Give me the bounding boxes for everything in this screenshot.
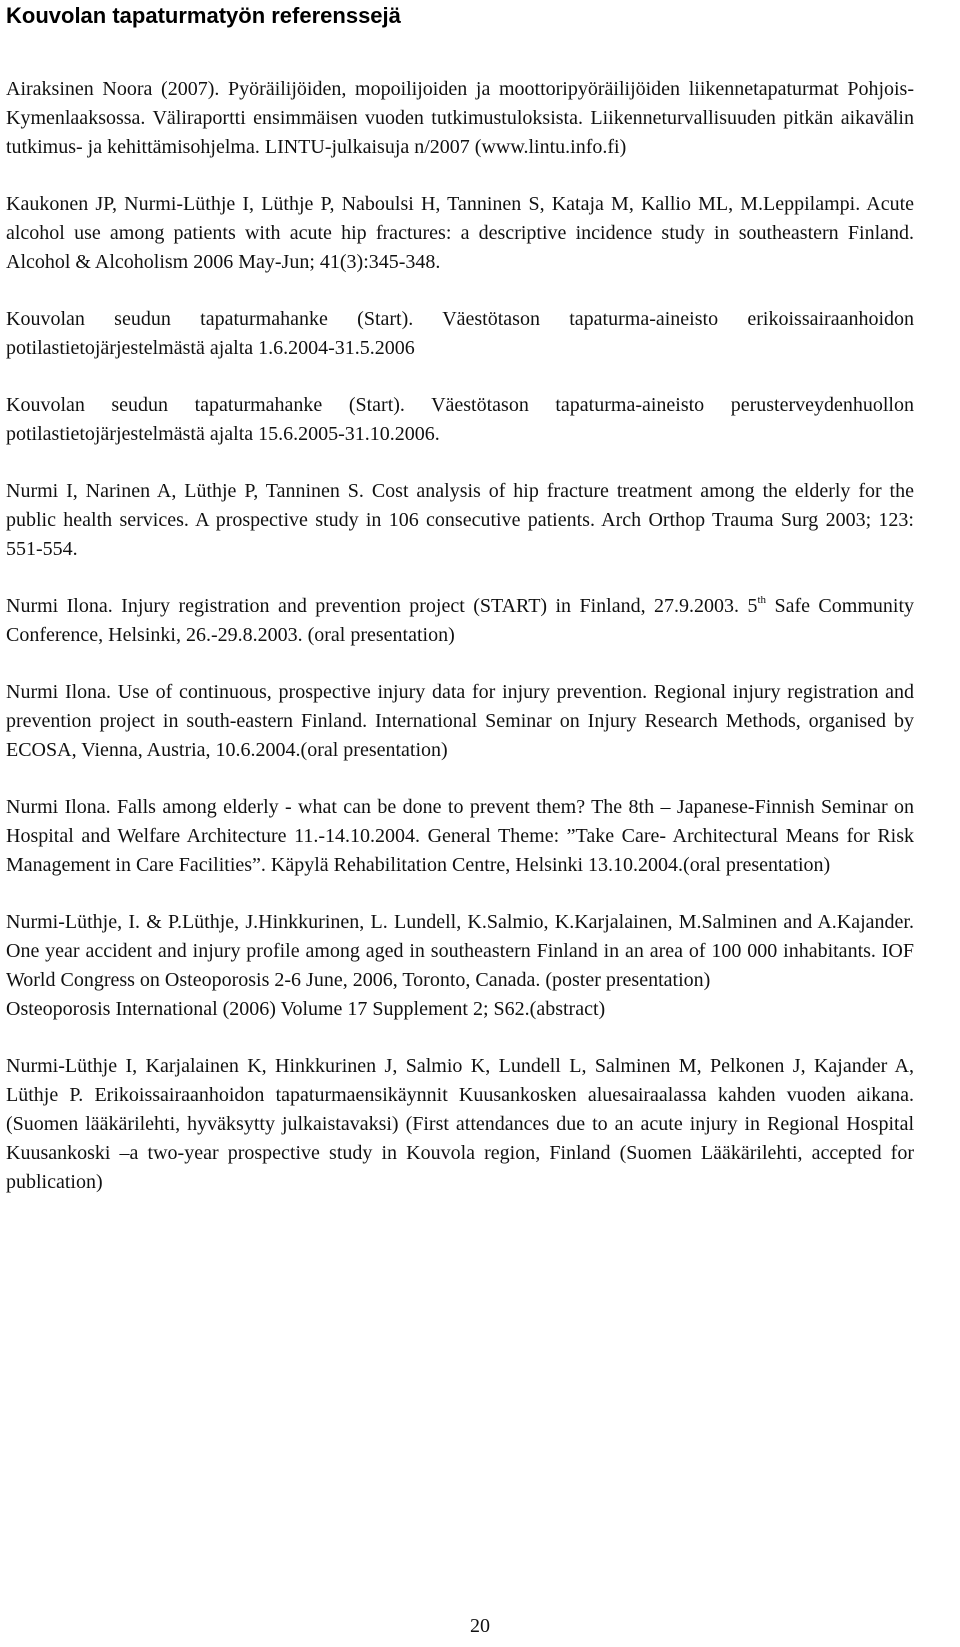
reference-item: Nurmi Ilona. Use of continuous, prospective injury data for injury prevention. Regional injury registration and prevention project in south-eastern Finland. International Seminar on Injury Research Methods, organised by ECOSA, Vienna, Austria, 10.6.2004.(oral presentation) xyxy=(6,681,914,761)
reference-item: Osteoporosis International (2006) Volume 17 Supplement 2; S62.(abstract) xyxy=(6,998,606,1020)
page-title: Kouvolan tapaturmatyön referenssejä xyxy=(6,3,401,28)
ordinal-superscript: th xyxy=(757,594,767,606)
reference-item: Nurmi-Lüthje, I. & P.Lüthje, J.Hinkkurinen, L. Lundell, K.Salmio, K.Karjalainen, M.Salminen and A.Kajander. One year accident and injury profile among aged in southeastern Finland in an area of 100 000 inhabitants. IOF World Congress on Osteoporosis 2-6 June, 2006, Toronto, Canada. (poster presentation) xyxy=(6,911,914,991)
reference-item xyxy=(6,592,914,650)
reference-item: Kouvolan seudun tapaturmahanke (Start). Väestötason tapaturma-aineisto perusterveydenhuollon potilastietojärjestelmästä ajalta 15.6.2005-31.10.2006. xyxy=(6,394,914,445)
reference-text: Nurmi Ilona. Injury registration and prevention project (START) in Finland, 27.9.2003. 5 xyxy=(6,595,758,617)
page-number: 20 xyxy=(470,1615,490,1637)
reference-text: Safe Community Conference, Helsinki, 26.-29.8.2003. (oral presentation) xyxy=(6,595,914,646)
reference-item: Kouvolan seudun tapaturmahanke (Start). Väestötason tapaturma-aineisto erikoissairaanhoidon potilastietojärjestelmästä ajalta 1.6.2004-31.5.2006 xyxy=(6,308,914,359)
reference-item: Nurmi Ilona. Falls among elderly - what can be done to prevent them? The 8th – Japanese-Finnish Seminar on Hospital and Welfare Architecture 11.-14.10.2004. General Theme: ”Take Care- Architectural Means for Risk Management in Care Facilities”. Käpylä Rehabilitation Centre, Helsinki 13.10.2004.(oral presentation) xyxy=(6,796,914,876)
reference-item: Nurmi-Lüthje I, Karjalainen K, Hinkkurinen J, Salmio K, Lundell L, Salminen M, Pelkonen J, Kajander A, Lüthje P. Erikoissairaanhoidon tapaturmaensikäynnit Kuusankosken aluesairaalassa kahden vuoden aikana. (Suomen lääkärilehti, hyväksytty julkaistavaksi) (First attendances due to an acute injury in Regional Hospital Kuusankoski –a two-year prospective study in Kouvola region, Finland (Suomen Lääkärilehti, accepted for publication) xyxy=(6,1055,914,1193)
reference-item: Airaksinen Noora (2007). Pyöräilijöiden, mopoilijoiden ja moottoripyöräilijöiden liikennetapaturmat Pohjois-Kymenlaaksossa. Väliraportti ensimmäisen vuoden tutkimustuloksista. Liikenneturvallisuuden pitkän aikavälin tutkimus- ja kehittämisohjelma. LINTU-julkaisuja n/2007 (www.lintu.info.fi) xyxy=(6,78,914,158)
reference-list xyxy=(6,75,914,1197)
reference-item: Nurmi I, Narinen A, Lüthje P, Tanninen S. Cost analysis of hip fracture treatment among the elderly for the public health services. A prospective study in 106 consecutive patients. Arch Orthop Trauma Surg 2003; 123: 551-554. xyxy=(6,480,914,560)
reference-item: Kaukonen JP, Nurmi-Lüthje I, Lüthje P, Naboulsi H, Tanninen S, Kataja M, Kallio ML, M.Leppilampi. Acute alcohol use among patients with acute hip fractures: a descriptive incidence study in southeastern Finland. Alcohol & Alcoholism 2006 May-Jun; 41(3):345-348. xyxy=(6,193,914,273)
